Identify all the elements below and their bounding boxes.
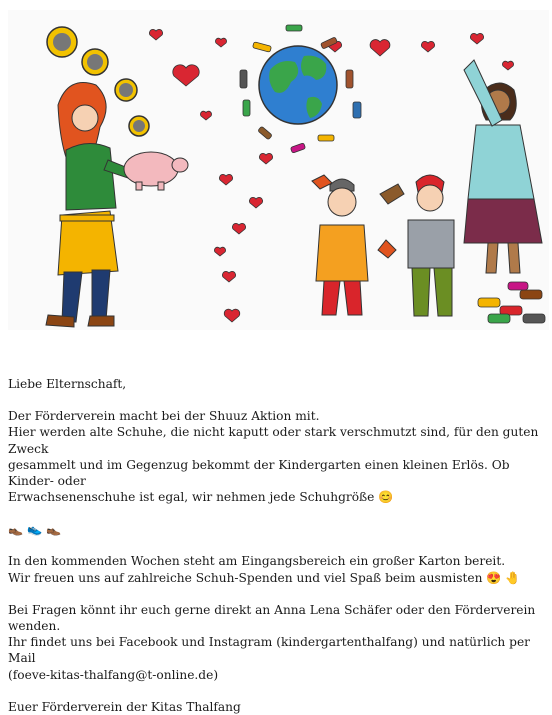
woman-teal-dress	[464, 60, 542, 273]
shoe-icon	[523, 314, 545, 323]
coin-icon	[129, 116, 149, 136]
body-line: Wir freuen uns auf zahlreiche Schuh-Spenden und viel Spaß beim ausmisten 😍 🤚	[8, 570, 521, 585]
woman-with-piggy-bank	[46, 83, 138, 328]
shoe-donation-illustration	[8, 10, 549, 330]
shoe-pile	[478, 282, 545, 323]
heart-icon	[502, 61, 513, 70]
greeting: Liebe Elternschaft,	[8, 377, 127, 391]
heart-icon	[224, 309, 240, 322]
letter-body	[8, 376, 548, 715]
heart-icon	[200, 111, 211, 120]
body-line: Hier werden alte Schuhe, die nicht kaputt oder stark verschmutzt sind, für den guten Zweck	[8, 425, 539, 456]
shoe-icon	[286, 25, 302, 31]
shoe-icon	[346, 70, 353, 88]
intro-line: Der Förderverein macht bei der Shuuz Aktion mit.	[8, 409, 320, 424]
heart-icon	[370, 40, 390, 56]
heart-icon	[421, 41, 434, 52]
shoe-icon	[290, 143, 305, 153]
email-line: (foeve-kitas-thalfang@t-online.de)	[8, 667, 219, 682]
heart-icon	[214, 247, 225, 256]
body-line: Ihr findet uns bei Facebook und Instagram (kindergartenthalfang) und natürlich per Mail	[8, 635, 530, 666]
shoe-icon	[253, 42, 272, 52]
body-line: In den kommenden Wochen steht am Eingangsbereich ein großer Karton bereit.	[8, 554, 506, 569]
shoe-emoji-row	[8, 521, 548, 537]
shoe-icon	[478, 298, 500, 307]
heart-icon	[470, 33, 483, 44]
shoe-icon	[488, 314, 510, 323]
body-line: Erwachsenenschuhe ist egal, wir nehmen jede Schuhgröße 😊	[8, 490, 394, 505]
heart-icon	[215, 38, 226, 47]
signature: Euer Förderverein der Kitas Thalfang	[8, 699, 241, 714]
globe-icon	[259, 46, 337, 124]
shoe-icon	[240, 70, 247, 88]
shoe-icon	[520, 290, 542, 299]
coin-icon	[82, 49, 108, 75]
shoe-emojis: 👞 👟 👞	[8, 522, 62, 537]
heart-icon	[249, 197, 262, 208]
shoe-icon	[243, 100, 250, 116]
shoe-icon	[353, 102, 361, 118]
heart-icon	[232, 223, 245, 234]
shoe-icon	[258, 126, 273, 140]
heart-icon	[173, 65, 199, 86]
coin-icon	[47, 27, 77, 57]
body-line: gesammelt und im Gegenzug bekommt der Kindergarten einen kleinen Erlös. Ob Kinder- oder	[8, 457, 510, 489]
shoe-icon	[318, 135, 334, 141]
heart-icon	[149, 29, 162, 40]
piggy-bank-icon	[124, 152, 188, 190]
heart-icon	[222, 271, 235, 282]
shoe-icon	[508, 282, 528, 290]
heart-icon	[219, 174, 232, 185]
body-line: Bei Fragen könnt ihr euch gerne direkt an Anna Lena Schäfer oder den Förderverein wenden.	[8, 602, 536, 634]
coin-icon	[115, 79, 137, 101]
heart-icon	[259, 153, 272, 164]
